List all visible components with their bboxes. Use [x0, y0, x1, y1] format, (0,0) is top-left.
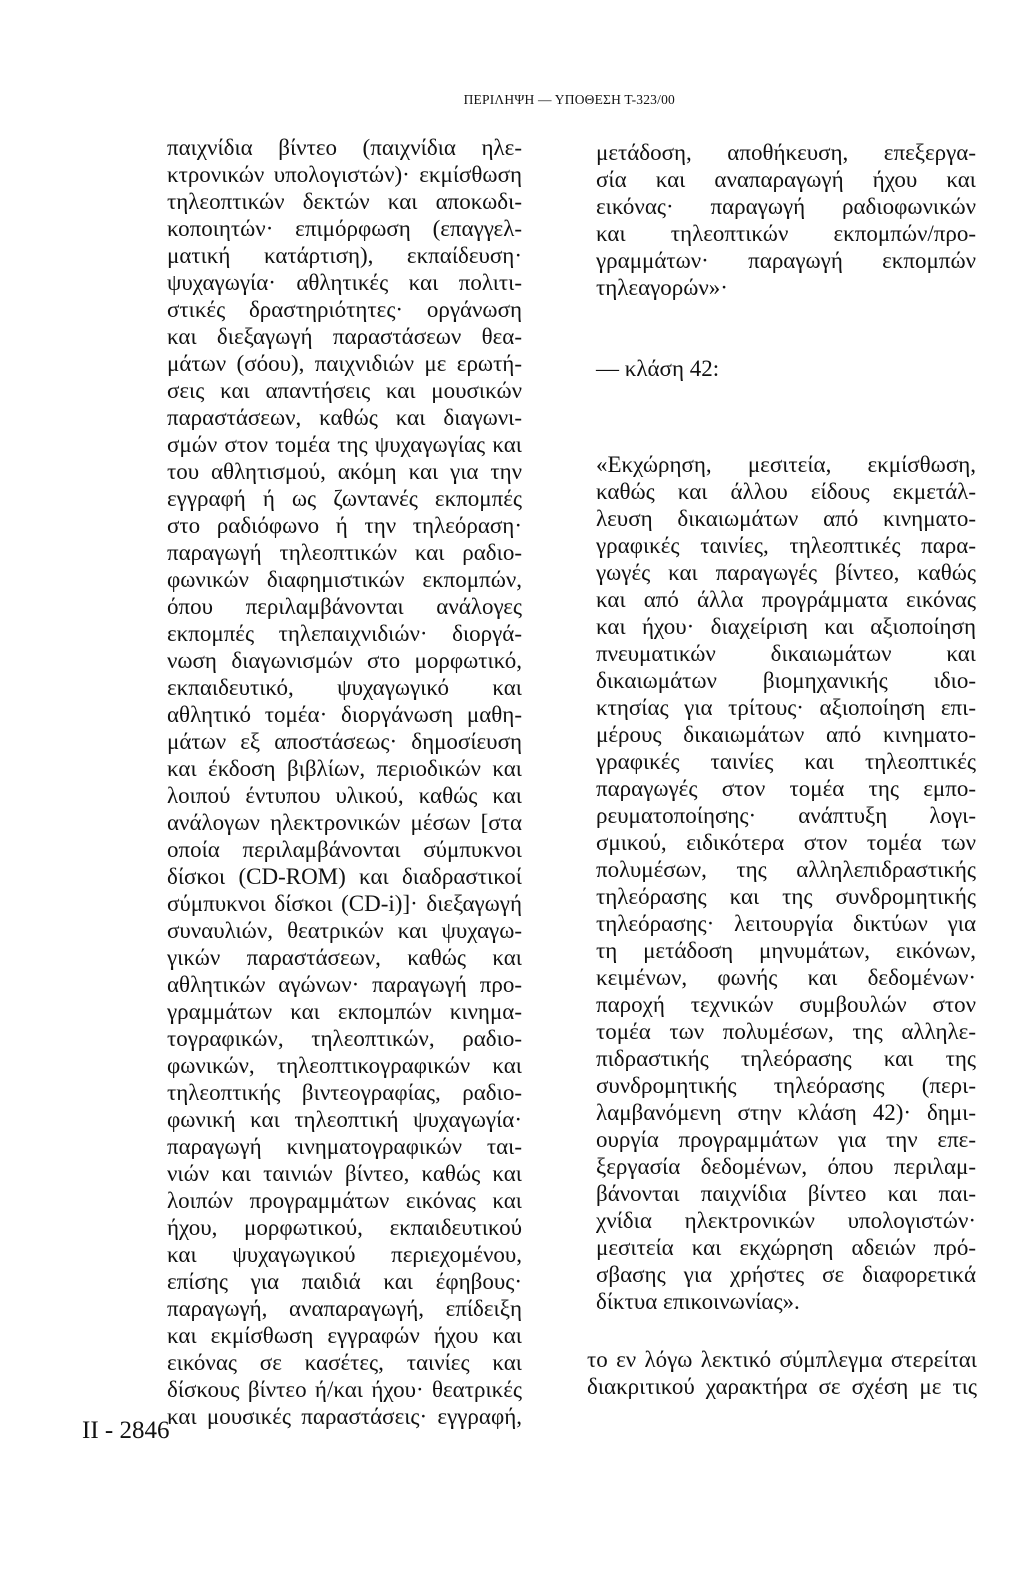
text-line: γικών παραστάσεων, καθώς και	[167, 945, 522, 970]
text-line: τηλεοπτικών δεκτών και αποκωδι-	[167, 189, 522, 214]
text-line: κτρονικών υπολογιστών)· εκμίσθωση	[167, 162, 522, 187]
text-line: τηλεαγορών»·	[596, 275, 728, 300]
text-line: δίκτυα επικοινωνίας».	[596, 1289, 800, 1314]
text-line: λοιπού έντυπου υλικού, καθώς και	[167, 783, 522, 808]
text-line: σεις και απαντήσεις και μουσικών	[167, 378, 522, 403]
text-line: κοποιητών· επιμόρφωση (επαγγελ-	[167, 216, 522, 241]
text-line: οποία περιλαμβάνονται σύμπυκνοι	[167, 837, 522, 862]
text-line: παραστάσεων, καθώς και διαγωνι-	[167, 405, 522, 430]
text-line: μάτων εξ αποστάσεως· δημοσίευση	[167, 729, 522, 754]
text-line: ανάλογων ηλεκτρονικών μέσων [στα	[167, 810, 522, 835]
text-line: ψυχαγωγία· αθλητικές και πολιτι-	[167, 270, 522, 295]
text-line: παραγωγή τηλεοπτικών και ραδιο-	[167, 540, 522, 565]
text-line: σύμπυκνοι δίσκοι (CD-i)]· διεξαγωγή	[167, 891, 522, 916]
text-line: εκπομπές τηλεπαιχνιδιών· διοργά-	[167, 621, 522, 646]
text-line: φωνικών, τηλεοπτικογραφικών και	[167, 1053, 522, 1078]
text-line: χνίδια ηλεκτρονικών υπολογιστών·	[596, 1208, 976, 1233]
text-line: εικόνας· παραγωγή ραδιοφωνικών	[596, 194, 976, 219]
text-line: ήχου, μορφωτικού, εκπαιδευτικού	[167, 1215, 522, 1240]
text-line: ματική κατάρτιση), εκπαίδευση·	[167, 243, 522, 268]
text-line: ρευματοποίησης· ανάπτυξη λογι-	[596, 803, 976, 828]
text-line: σμικού, ειδικότερα στον τομέα των	[596, 830, 976, 855]
text-line: αθλητικών αγώνων· παραγωγή προ-	[167, 972, 522, 997]
text-line: διακριτικού χαρακτήρα σε σχέση με τις	[587, 1374, 977, 1399]
text-line: εικόνας σε κασέτες, ταινίες και	[167, 1350, 522, 1375]
text-line: φωνικών διαφημιστικών εκπομπών,	[167, 567, 522, 592]
closing-paragraph	[587, 1346, 977, 1400]
text-line: και εκμίσθωση εγγραφών ήχου και	[167, 1323, 522, 1348]
class-42-text	[596, 451, 976, 1315]
text-line: κτησίας για τρίτους· αξιοποίηση επι-	[596, 695, 976, 720]
class-42-heading: — κλάση 42:	[596, 356, 720, 381]
text-line: ξεργασία δεδομένων, όπου περιλαμ-	[596, 1154, 976, 1179]
text-line: τομέα των πολυμέσων, της αλληλε-	[596, 1019, 976, 1044]
text-line: πολυμέσων, της αλληλεπιδραστικής	[596, 857, 976, 882]
text-line: και από άλλα προγράμματα εικόνας	[596, 587, 976, 612]
text-line: και τηλεοπτικών εκπομπών/προ-	[596, 221, 976, 246]
text-line: δίσκοι (CD-ROM) και διαδραστικοί	[167, 864, 522, 889]
text-line: το εν λόγω λεκτικό σύμπλεγμα στερείται	[587, 1347, 977, 1372]
text-line: πνευματικών δικαιωμάτων και	[596, 641, 976, 666]
text-line: βάνονται παιχνίδια βίντεο και παι-	[596, 1181, 976, 1206]
text-line: παραγωγές στον τομέα της εμπο-	[596, 776, 976, 801]
text-line: του αθλητισμού, ακόμη και για την	[167, 459, 522, 484]
page-number: II - 2846	[82, 1417, 170, 1444]
text-line: τογραφικών, τηλεοπτικών, ραδιο-	[167, 1026, 522, 1051]
text-line: παροχή τεχνικών συμβουλών στον	[596, 992, 976, 1017]
text-line: σία και αναπαραγωγή ήχου και	[596, 167, 976, 192]
text-line: και διεξαγωγή παραστάσεων θεα-	[167, 324, 522, 349]
text-line: λευση δικαιωμάτων από κινηματο-	[596, 506, 976, 531]
text-line: συναυλιών, θεατρικών και ψυχαγω-	[167, 918, 522, 943]
text-line: λοιπών προγραμμάτων εικόνας και	[167, 1188, 522, 1213]
text-line: και ήχου· διαχείριση και αξιοποίηση	[596, 614, 976, 639]
text-line: δίσκους βίντεο ή/και ήχου· θεατρικές	[167, 1377, 522, 1402]
text-line: λαμβανόμενη στην κλάση 42)· δημι-	[596, 1100, 976, 1125]
text-line: συνδρομητικής τηλεόρασης (περι-	[596, 1073, 976, 1098]
text-line: νωση διαγωνισμών στο μορφωτικό,	[167, 648, 522, 673]
text-line: εγγραφή ή ως ζωντανές εκπομπές	[167, 486, 522, 511]
text-line: παιχνίδια βίντεο (παιχνίδια ηλε-	[167, 135, 522, 160]
text-line: φωνική και τηλεοπτική ψυχαγωγία·	[167, 1107, 522, 1132]
text-line: εκπαιδευτικό, ψυχαγωγικό και	[167, 675, 522, 700]
running-header: ΠΕΡΙΛΗΨΗ — ΥΠΟΘΕΣΗ Τ-323/00	[463, 92, 675, 107]
text-line: παραγωγή, αναπαραγωγή, επίδειξη	[167, 1296, 522, 1321]
text-line: τηλεοπτικής βιντεογραφίας, ραδιο-	[167, 1080, 522, 1105]
text-line: γραμμάτων και εκπομπών κινημα-	[167, 999, 522, 1024]
text-line: μεσιτεία και εκχώρηση αδειών πρό-	[596, 1235, 976, 1260]
text-line: και μουσικές παραστάσεις· εγγραφή,	[167, 1404, 522, 1429]
text-line: όπου περιλαμβάνονται ανάλογες	[167, 594, 522, 619]
text-line: σμών στον τομέα της ψυχαγωγίας και	[167, 432, 522, 457]
text-line: αθλητικό τομέα· διοργάνωση μαθη-	[167, 702, 522, 727]
text-line: τηλεόρασης· λειτουργία δικτύων για	[596, 911, 976, 936]
text-line: επίσης για παιδιά και έφηβους·	[167, 1269, 522, 1294]
text-line: καθώς και άλλου είδους εκμετάλ-	[596, 479, 976, 504]
right-column-continuation	[596, 139, 976, 301]
text-line: μέρους δικαιωμάτων από κινηματο-	[596, 722, 976, 747]
text-line: παραγωγή κινηματογραφικών ται-	[167, 1134, 522, 1159]
text-line: γωγές και παραγωγές βίντεο, καθώς	[596, 560, 976, 585]
text-line: γραφικές ταινίες και τηλεοπτικές	[596, 749, 976, 774]
text-line: γραφικές ταινίες, τηλεοπτικές παρα-	[596, 533, 976, 558]
text-line: και ψυχαγωγικού περιεχομένου,	[167, 1242, 522, 1267]
text-line: τη μετάδοση μηνυμάτων, εικόνων,	[596, 938, 976, 963]
text-line: μετάδοση, αποθήκευση, επεξεργα-	[596, 140, 976, 165]
text-line: κειμένων, φωνής και δεδομένων·	[596, 965, 976, 990]
text-line: δικαιωμάτων βιομηχανικής ιδιο-	[596, 668, 976, 693]
text-line: ουργία προγραμμάτων για την επε-	[596, 1127, 976, 1152]
text-line: στο ραδιόφωνο ή την τηλεόραση·	[167, 513, 522, 538]
text-line: σβασης για χρήστες σε διαφορετικά	[596, 1262, 976, 1287]
text-line: μάτων (σόου), παιχνιδιών με ερωτή-	[167, 351, 522, 376]
text-line: πιδραστικής τηλεόρασης και της	[596, 1046, 976, 1071]
left-column	[167, 134, 522, 1430]
text-line: γραμμάτων· παραγωγή εκπομπών	[596, 248, 976, 273]
text-line: «Εκχώρηση, μεσιτεία, εκμίσθωση,	[596, 452, 976, 477]
text-line: στικές δραστηριότητες· οργάνωση	[167, 297, 522, 322]
text-line: και έκδοση βιβλίων, περιοδικών και	[167, 756, 522, 781]
text-line: νιών και ταινιών βίντεο, καθώς και	[167, 1161, 522, 1186]
text-line: τηλεόρασης και της συνδρομητικής	[596, 884, 976, 909]
